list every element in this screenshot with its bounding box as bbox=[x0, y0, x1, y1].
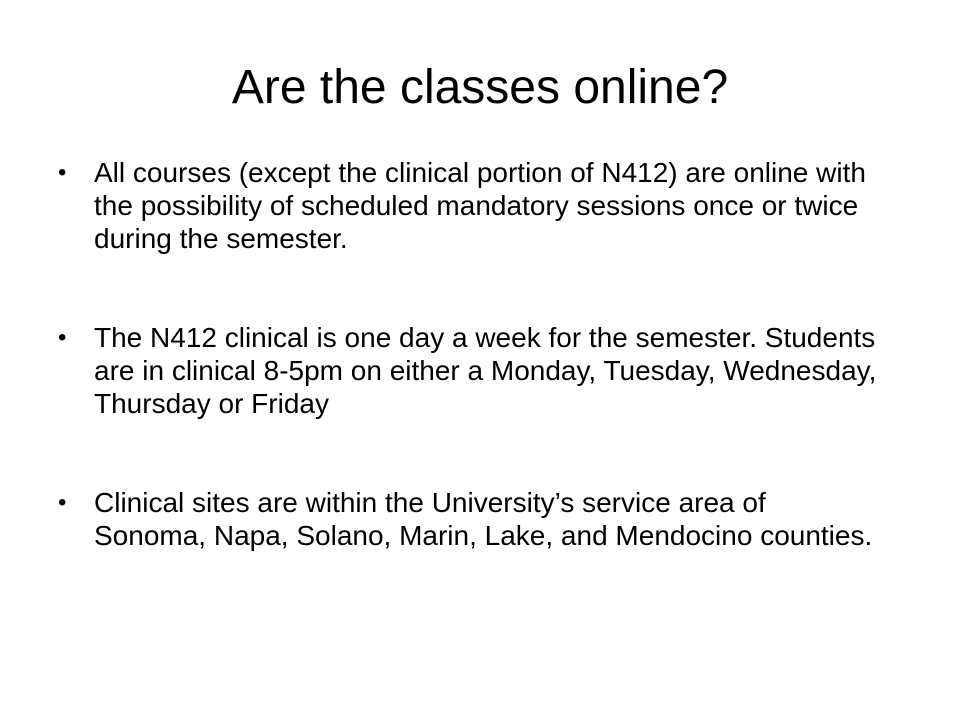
slide-title: Are the classes online? bbox=[231, 61, 729, 114]
bullet-text: The N412 clinical is one day a week for the semester. Students are in clinical 8-5pm on either a Monday, Tuesday, Wednesday, Thursday or Friday bbox=[94, 322, 877, 419]
bullet-text: Clinical sites are within the University’s service area of Sonoma, Napa, Solano, Marin, Lake, and Mendocino counties. bbox=[94, 487, 873, 551]
bullet-point-icon: • bbox=[58, 324, 67, 351]
bullet-list bbox=[58, 156, 878, 552]
bullet-point-icon: • bbox=[58, 159, 67, 186]
bullet-item-clinical-sites bbox=[58, 486, 878, 552]
bullet-point-icon: • bbox=[58, 489, 67, 516]
bullet-item-clinical-schedule bbox=[58, 321, 878, 420]
bullet-text: All courses (except the clinical portion of N412) are online with the possibility of scheduled mandatory sessions once or twice during the semester. bbox=[94, 157, 866, 254]
bullet-item-online-courses bbox=[58, 156, 878, 255]
